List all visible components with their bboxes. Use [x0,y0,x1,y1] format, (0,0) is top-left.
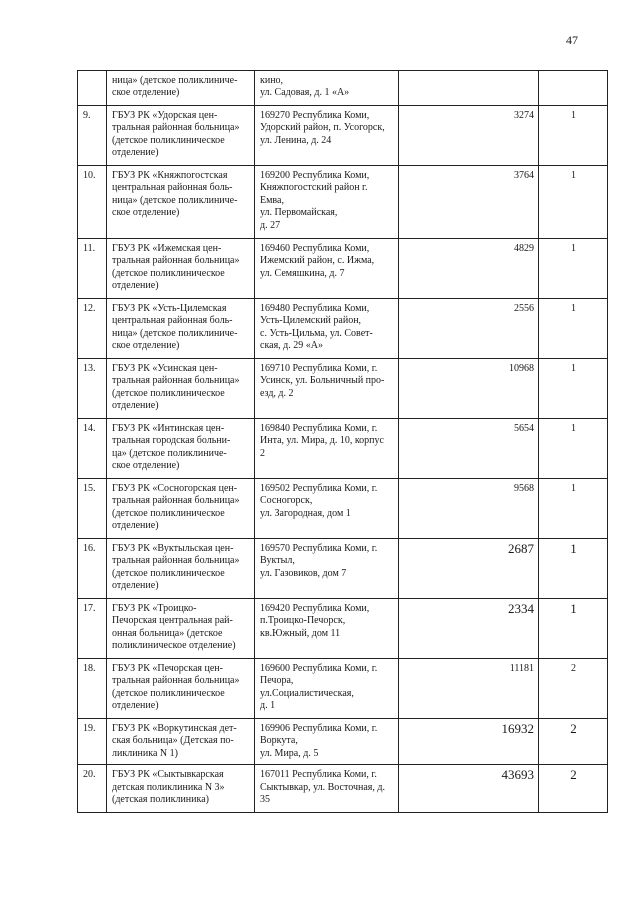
facility-address-line: д. 1 [260,700,276,712]
facility-address [255,539,399,599]
count-value: 1 [539,239,608,299]
population-value: 10968 [399,359,539,419]
facility-address-line: ская, д. 29 «А» [260,340,323,352]
facility-address-line: кино, [260,75,284,86]
table-row [78,539,608,599]
table-row [78,599,608,659]
facility-address [255,106,399,166]
population-value: 9568 [399,479,539,539]
facility-name-line: отделение) [112,280,159,292]
facility-address-line: Усть-Цилемский район, [260,315,362,327]
population-value: 2334 [399,599,539,659]
facility-name-line: (детское поликлиническое [112,567,225,579]
population-value: 43693 [399,765,539,813]
table-row [78,239,608,299]
facility-address-line: ул. Семяшкина, д. 7 [260,267,345,279]
facility-name-line: (детское поликлиническое [112,387,225,399]
facility-name-line: тральная районная больница» [112,255,240,267]
population-value: 2556 [399,299,539,359]
population-value: 2687 [399,539,539,599]
facility-address-line: Инта, ул. Мира, д. 10, корпус [260,435,384,447]
facility-address-line: 169420 Республика Коми, [260,603,370,614]
facility-address [255,419,399,479]
facility-name-line: ГБУЗ РК «Печорская цен- [112,663,223,674]
facility-name-line: ГБУЗ РК «Троицко- [112,603,197,614]
facility-address-line: ул. Загородная, дом 1 [260,507,351,519]
facility-name [107,419,255,479]
page-number: 47 [566,33,578,47]
facility-address-line: Княжпогостский район г. [260,182,368,194]
facility-address [255,765,399,813]
facility-name [107,359,255,419]
facility-address-line: езд, д. 2 [260,387,294,399]
count-value: 1 [539,539,608,599]
facility-name-line: Печорская центральная рай- [112,615,233,627]
facility-address-line: 169570 Республика Коми, г. [260,543,378,554]
facility-name-line: ГБУЗ РК «Сыктывкарская [112,769,224,781]
row-number: 19. [78,719,107,765]
table-row [78,659,608,719]
count-value: 1 [539,479,608,539]
facility-name-line: ское отделение) [112,207,180,219]
facility-address-line: Вуктыл, [260,555,295,567]
count-value: 2 [539,659,608,719]
facility-address-line: 35 [260,794,270,806]
row-number [78,71,107,106]
facility-name-line: тральная районная больница» [112,495,240,507]
facility-address-line: Печора, [260,675,294,687]
facility-address-line: 169710 Республика Коми, г. [260,363,378,374]
facility-address-line: ул. Ленина, д. 24 [260,134,332,146]
facility-address-line: 169840 Республика Коми, г. [260,423,378,434]
facility-name-line: ГБУЗ РК «Удорская цен- [112,110,218,121]
facility-address-line: Сосногорск, [260,495,313,507]
facility-name [107,479,255,539]
facility-address [255,239,399,299]
facility-name-line: ГБУЗ РК «Сосногорская цен- [112,483,238,494]
facility-name-line: ское отделение) [112,340,180,352]
facility-address [255,719,399,765]
facility-name [107,659,255,719]
population-value: 3274 [399,106,539,166]
facility-address-line: ул. Мира, д. 5 [260,747,319,759]
table-row [78,166,608,239]
facility-name-line: тральная районная больница» [112,375,240,387]
facility-address-line: с. Усть-Цильма, ул. Совет- [260,327,373,339]
facility-address-line: 169460 Республика Коми, [260,243,370,254]
facility-address-line: Усинск, ул. Больничный про- [260,375,385,387]
facility-name [107,719,255,765]
facility-name-line: тральная районная больница» [112,675,240,687]
facility-address [255,299,399,359]
table-row [78,299,608,359]
facility-name-line: ликлиника N 1) [112,747,178,759]
row-number: 15. [78,479,107,539]
count-value: 1 [539,106,608,166]
row-number: 20. [78,765,107,813]
facility-name-line: ница» (детское поликлиниче- [112,75,238,86]
facility-address-line: 169600 Республика Коми, г. [260,663,378,674]
facility-name-line: ГБУЗ РК «Воркутинская дет- [112,723,237,734]
facility-address-line: Воркута, [260,735,298,747]
facility-address-line: Ижемский район, с. Ижма, [260,255,375,267]
facility-name-line: отделение) [112,520,159,532]
facility-name-line: ница» (детское поликлиниче- [112,194,238,206]
facility-name-line: (детское поликлиническое [112,507,225,519]
facility-address [255,599,399,659]
facility-name-line: онная больница» (детское [112,627,223,639]
facility-address-line: п.Троицко-Печорск, [260,615,346,627]
facility-address-line: 169502 Республика Коми, г. [260,483,378,494]
facility-name-line: ГБУЗ РК «Ижемская цен- [112,243,222,254]
facility-name-line: тральная районная больница» [112,555,240,567]
population-value: 4829 [399,239,539,299]
facility-name-line: центральная районная боль- [112,182,233,194]
count-value: 2 [539,719,608,765]
facility-name-line: (детское поликлиническое [112,134,225,146]
facility-name [107,71,255,106]
facility-name-line: ГБУЗ РК «Усинская цен- [112,363,218,374]
population-value [399,71,539,106]
facility-address-line: кв.Южный, дом 11 [260,627,341,639]
row-number: 17. [78,599,107,659]
table-row [78,71,608,106]
table-row [78,479,608,539]
facility-name-line: ГБУЗ РК «Интинская цен- [112,423,225,434]
table-row [78,765,608,813]
facility-address-line: ул. Газовиков, дом 7 [260,567,347,579]
count-value: 2 [539,765,608,813]
row-number: 13. [78,359,107,419]
facility-name-line: ское отделение) [112,460,180,472]
population-value: 11181 [399,659,539,719]
row-number: 9. [78,106,107,166]
row-number: 14. [78,419,107,479]
facility-address-line: Сыктывкар, ул. Восточная, д. [260,781,385,793]
facility-address [255,659,399,719]
facility-address-line: 2 [260,447,265,459]
count-value: 1 [539,599,608,659]
facility-address [255,479,399,539]
row-number: 16. [78,539,107,599]
facility-address-line: 169200 Республика Коми, [260,170,370,181]
facility-address-line: Удорский район, п. Усогорск, [260,122,385,134]
facility-name-line: ГБУЗ РК «Вуктыльская цен- [112,543,234,554]
facility-name [107,765,255,813]
facility-name-line: тральная городская больни- [112,435,231,447]
facility-name-line: отделение) [112,400,159,412]
population-value: 5654 [399,419,539,479]
facility-name-line: ца» (детское поликлиниче- [112,447,227,459]
count-value: 1 [539,299,608,359]
facility-name-line: отделение) [112,147,159,159]
facility-name-line: отделение) [112,700,159,712]
row-number: 12. [78,299,107,359]
facility-address-line: 167011 Республика Коми, г. [260,769,377,781]
facility-name [107,239,255,299]
row-number: 11. [78,239,107,299]
table-row [78,106,608,166]
facility-address [255,166,399,239]
facility-name-line: ГБУЗ РК «Княжпогостская [112,170,228,181]
facility-address-line: ул. Садовая, д. 1 «А» [260,87,350,99]
facility-address [255,71,399,106]
facility-address-line: 169270 Республика Коми, [260,110,370,121]
facility-address-line: ул. Первомайская, [260,207,338,219]
facility-name-line: отделение) [112,580,159,592]
facility-name-line: (детское поликлиническое [112,267,225,279]
facility-name-line: тральная районная больница» [112,122,240,134]
count-value: 1 [539,359,608,419]
facility-name-line: ская больница» (Детская по- [112,735,234,747]
population-value: 16932 [399,719,539,765]
facility-name-line: центральная районная боль- [112,315,233,327]
facility-name-line: поликлиническое отделение) [112,640,236,652]
table-row [78,419,608,479]
facility-name [107,299,255,359]
facility-address [255,359,399,419]
facility-address-line: 169480 Республика Коми, [260,303,370,314]
facility-address-line: Емва, [260,194,284,206]
population-value: 3764 [399,166,539,239]
facilities-table [77,70,608,813]
facility-name [107,539,255,599]
facility-name [107,599,255,659]
facility-address-line: д. 27 [260,219,281,231]
table-body [78,71,608,813]
facility-name [107,166,255,239]
facility-name-line: (детское поликлиническое [112,687,225,699]
facility-name-line: ГБУЗ РК «Усть-Цилемская [112,303,227,314]
facility-name-line: детская поликлиника N 3» [112,781,225,793]
table-row [78,359,608,419]
count-value [539,71,608,106]
facility-name [107,106,255,166]
facility-name-line: (детская поликлиника) [112,794,209,806]
facility-address-line: 169906 Республика Коми, г. [260,723,378,734]
facility-name-line: ница» (детское поликлиниче- [112,327,238,339]
count-value: 1 [539,166,608,239]
facility-name-line: ское отделение) [112,87,180,99]
row-number: 10. [78,166,107,239]
row-number: 18. [78,659,107,719]
count-value: 1 [539,419,608,479]
table-row [78,719,608,765]
facility-address-line: ул.Социалистическая, [260,687,354,699]
